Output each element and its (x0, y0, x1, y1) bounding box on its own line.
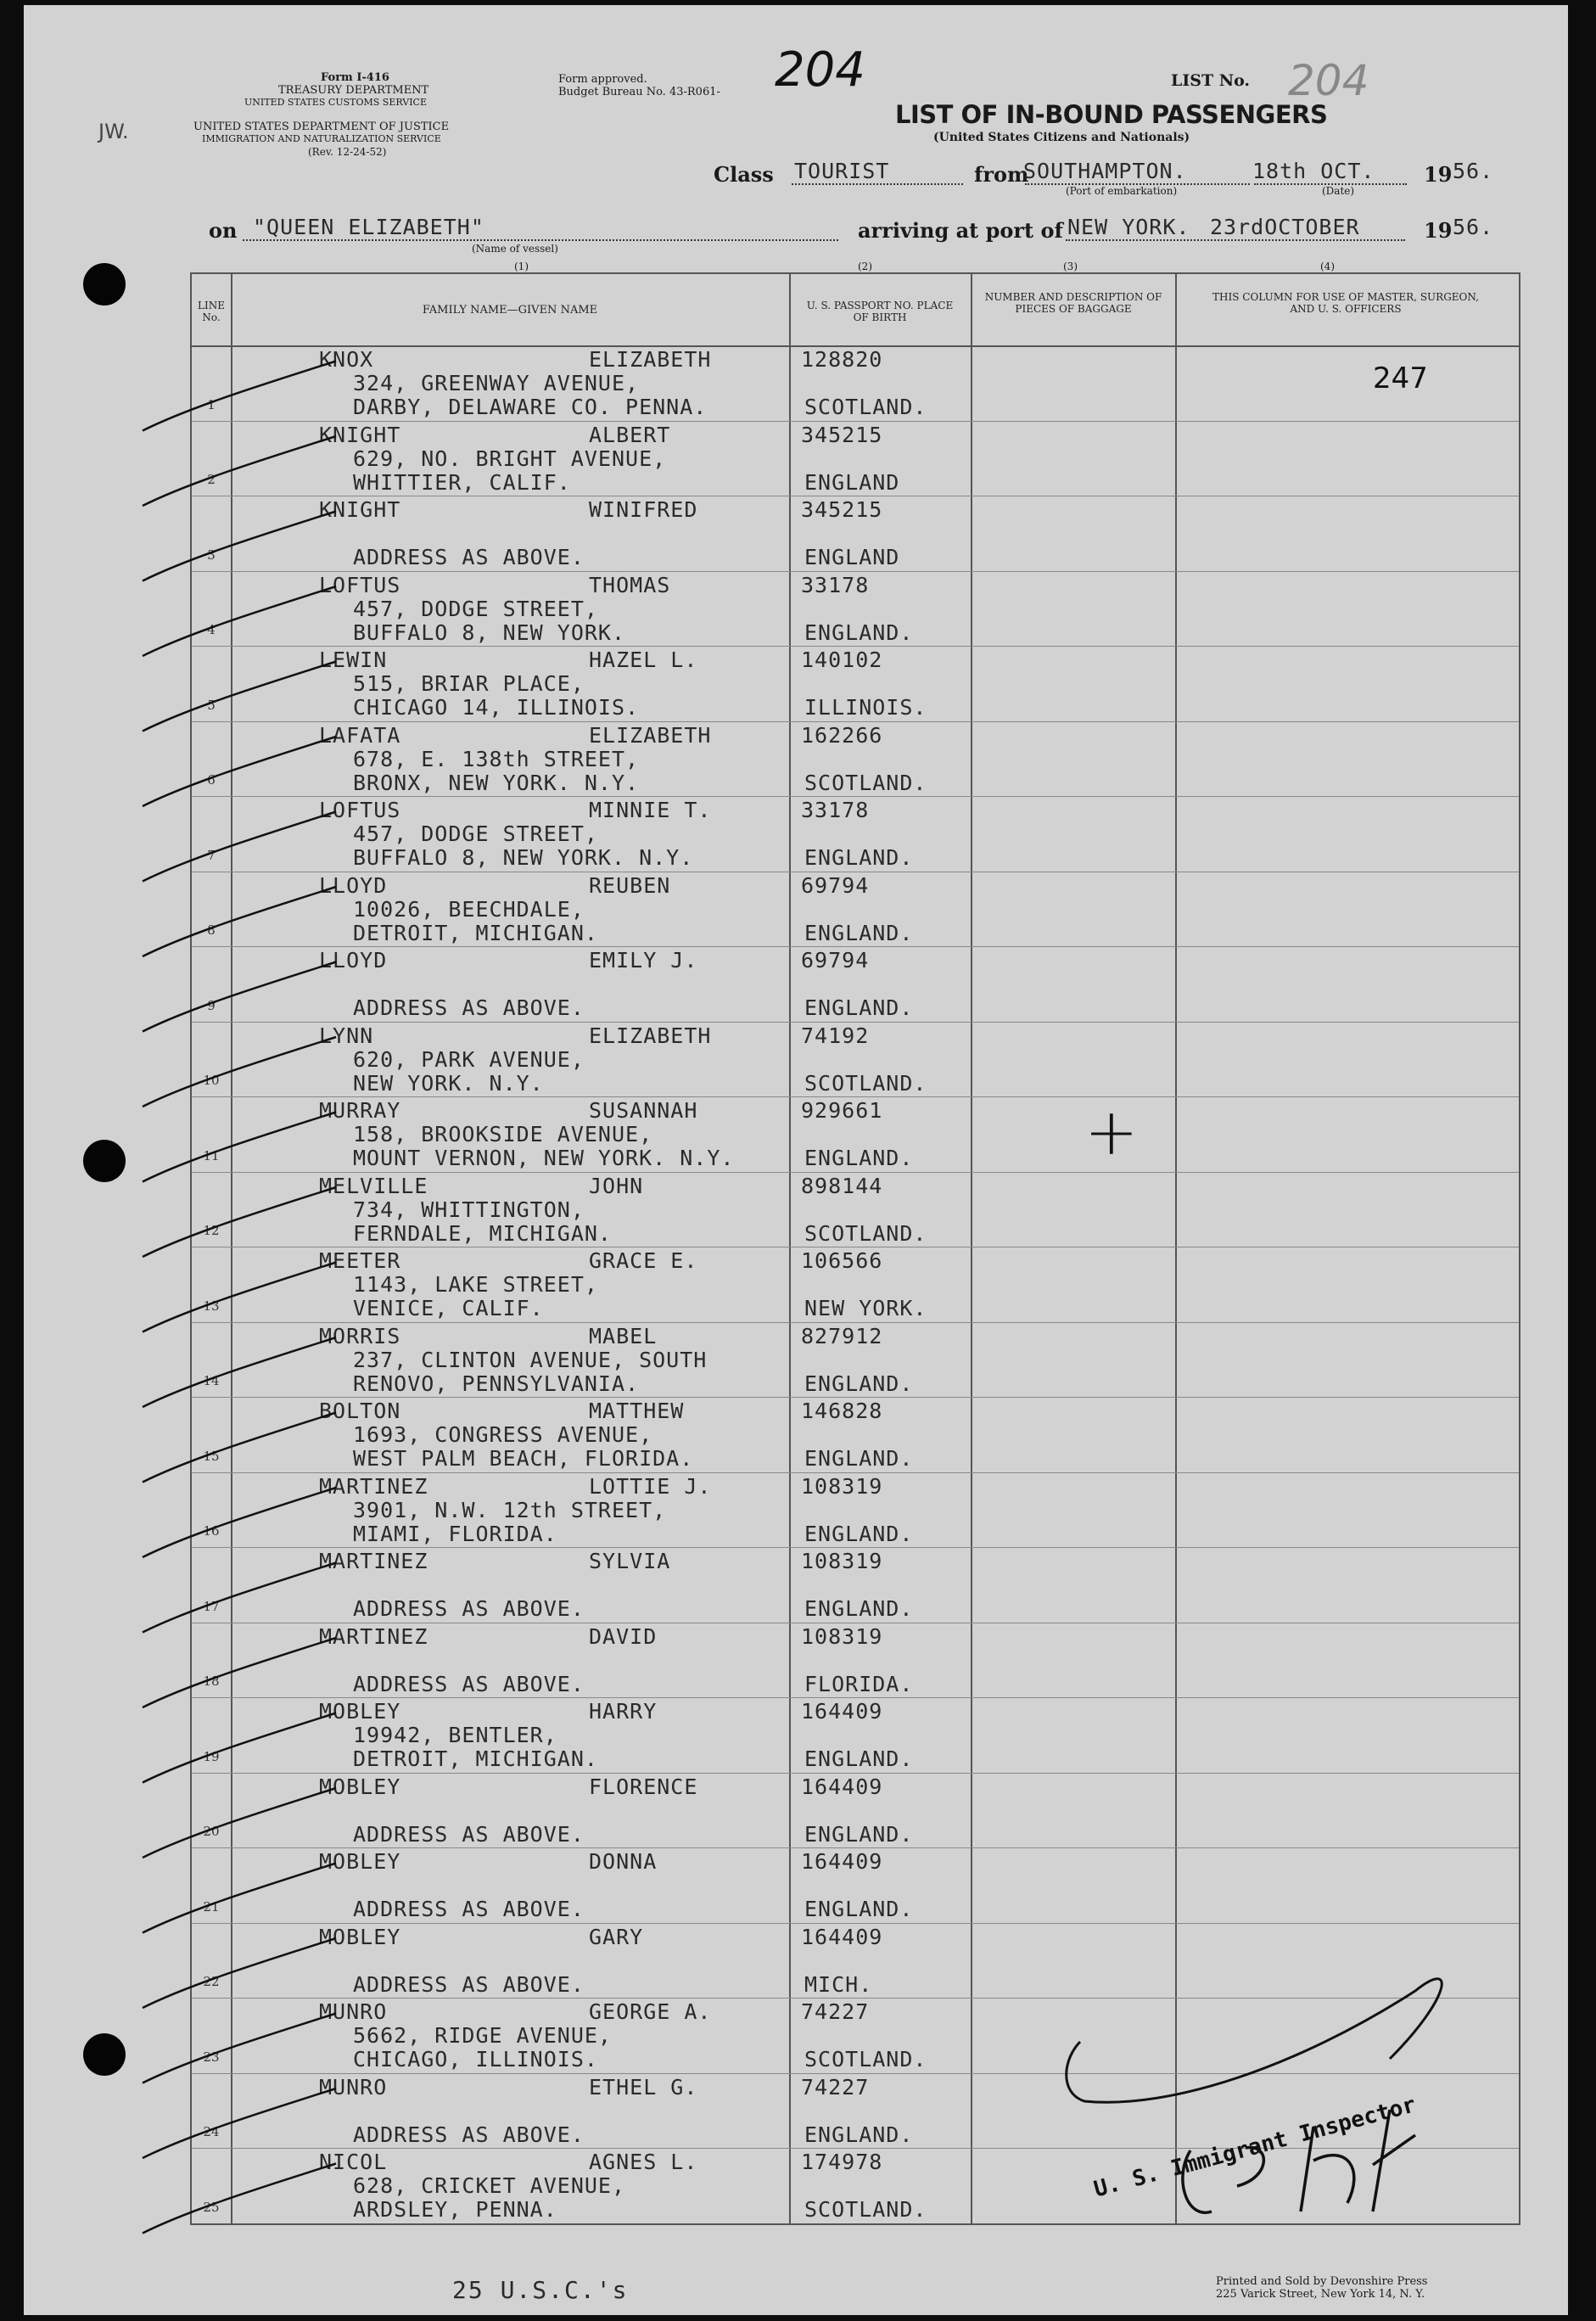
family-name: LAFATA (319, 722, 401, 748)
address-line-1: 734, WHITTINGTON, (353, 1197, 585, 1222)
given-name: LOTTIE J. (589, 1473, 712, 1499)
given-name: ELIZABETH (589, 722, 712, 748)
line-number: 7 (207, 847, 216, 863)
address-line-2: CHICAGO 14, ILLINOIS. (353, 695, 640, 720)
year-prefix-2: 19 (1424, 218, 1453, 243)
line-number: 13 (203, 1298, 220, 1314)
line-number: 20 (203, 1824, 220, 1839)
header-officers: THIS COLUMN FOR USE OF MASTER, SURGEON, AND U. S. OFFICERS (1212, 291, 1479, 315)
ins-service: IMMIGRATION AND NATURALIZATION SERVICE (202, 133, 441, 144)
place-of-birth: ENGLAND. (804, 2122, 914, 2147)
table-row (192, 345, 1519, 422)
address-line-1: 158, BROOKSIDE AVENUE, (353, 1122, 653, 1146)
table-row (192, 571, 1519, 648)
inspector-stamp: U. S. Immigrant Inspector (1091, 2092, 1419, 2203)
place-of-birth: ILLINOIS. (804, 695, 927, 720)
table-row (192, 1322, 1519, 1399)
given-name: MATTHEW (589, 1399, 685, 1423)
table-row (192, 1172, 1519, 1248)
list-no-label: LIST No. (1171, 71, 1251, 90)
address-line-2: WEST PALM BEACH, FLORIDA. (353, 1446, 694, 1471)
table-row (192, 1247, 1519, 1323)
address-line-2: ADDRESS AS ABOVE. (353, 1821, 585, 1847)
place-of-birth: ENGLAND. (804, 1371, 914, 1396)
place-of-birth: SCOTLAND. (804, 1070, 927, 1096)
on-label: on (209, 218, 238, 243)
header-line-no: LINE No. (198, 300, 225, 323)
given-name: SYLVIA (589, 1549, 671, 1573)
form-number: Form I-416 (321, 71, 389, 84)
place-of-birth: SCOTLAND. (804, 770, 927, 795)
line-number: 1 (207, 396, 216, 412)
column-number-1: (1) (514, 261, 529, 272)
class-underline (792, 183, 963, 185)
place-of-birth: MICH. (804, 1971, 873, 1997)
given-name: HARRY (589, 1699, 658, 1724)
address-line-2: BRONX, NEW YORK. N.Y. (353, 770, 640, 795)
header-name: FAMILY NAME—GIVEN NAME (422, 304, 598, 317)
address-line-2: FERNDALE, MICHIGAN. (353, 1220, 612, 1246)
passport-number: 33178 (801, 572, 870, 597)
address-line-1: 620, PARK AVENUE, (353, 1046, 585, 1072)
address-line-1: 628, CRICKET AVENUE, (353, 2173, 626, 2198)
table-row (192, 646, 1519, 722)
table-row (192, 796, 1519, 872)
family-name: LLOYD (319, 948, 388, 973)
address-line-1: 457, DODGE STREET, (353, 596, 598, 621)
address-line-2: DARBY, DELAWARE CO. PENNA. (353, 395, 708, 419)
address-line-2: BUFFALO 8, NEW YORK. (353, 619, 626, 645)
passport-number: 929661 (801, 1098, 883, 1123)
address-line-2: ADDRESS AS ABOVE. (353, 1596, 585, 1621)
line-number: 12 (203, 1223, 220, 1238)
family-name: MOBLEY (319, 1699, 401, 1724)
passport-number: 827912 (801, 1323, 883, 1348)
family-name: MUNRO (319, 2074, 388, 2100)
table-row (192, 872, 1519, 948)
family-name: NICOL (319, 2150, 388, 2174)
passport-number: 345215 (801, 422, 883, 447)
family-name: MOBLEY (319, 1924, 401, 1949)
family-name: LOFTUS (319, 798, 401, 822)
place-of-birth: ENGLAND. (804, 1596, 914, 1621)
address-line-2: ADDRESS AS ABOVE. (353, 1671, 585, 1696)
column-number-3: (3) (1063, 261, 1078, 272)
table-row (192, 1397, 1519, 1473)
date-caption: (Date) (1322, 185, 1355, 197)
line-number: 3 (207, 547, 216, 563)
port-of-embarkation: SOUTHAMPTON. (1023, 159, 1187, 183)
table-row (192, 1923, 1519, 1999)
address-line-2: ADDRESS AS ABOVE. (353, 995, 585, 1020)
arrival-port: NEW YORK. (1067, 215, 1190, 239)
line-number: 17 (203, 1598, 220, 1614)
passport-number: 174978 (801, 2150, 883, 2174)
table-row (192, 2148, 1519, 2223)
passport-number: 74227 (801, 2074, 870, 2100)
address-line-2: MOUNT VERNON, NEW YORK. N.Y. (353, 1146, 735, 1170)
address-line-1: 1143, LAKE STREET, (353, 1272, 598, 1297)
header-passport: U. S. PASSPORT NO. PLACE OF BIRTH (806, 300, 954, 323)
passport-number: 146828 (801, 1399, 883, 1423)
budget-bureau: Budget Bureau No. 43-R061- (558, 86, 720, 98)
address-line-1: 457, DODGE STREET, (353, 821, 598, 846)
embark-year: 56. (1453, 159, 1494, 183)
place-of-birth: ENGLAND. (804, 995, 914, 1020)
given-name: ETHEL G. (589, 2074, 698, 2100)
table-row (192, 1847, 1519, 1924)
given-name: GARY (589, 1924, 644, 1949)
from-label: from (974, 162, 1029, 187)
annotation-247: 247 (1373, 362, 1428, 395)
arrival-year: 56. (1453, 215, 1494, 239)
punch-hole (83, 1140, 126, 1182)
line-number: 2 (207, 472, 216, 487)
address-line-2: BUFFALO 8, NEW YORK. N.Y. (353, 845, 694, 870)
given-name: ELIZABETH (589, 1023, 712, 1048)
given-name: ELIZABETH (589, 347, 712, 372)
table-row (192, 1022, 1519, 1098)
embark-date: 18th OCT. (1252, 159, 1375, 183)
address-line-1: 5662, RIDGE AVENUE, (353, 2023, 612, 2048)
list-subtitle: (United States Citizens and Nationals) (933, 131, 1190, 144)
annotation-cross: + (1084, 1094, 1139, 1169)
punch-hole (83, 263, 126, 306)
family-name: MURRAY (319, 1098, 401, 1123)
address-line-1: 19942, BENTLER, (353, 1723, 557, 1747)
list-title: LIST OF IN-BOUND PASSENGERS (895, 100, 1328, 129)
place-of-birth: ENGLAND (804, 469, 900, 495)
family-name: LEWIN (319, 648, 388, 672)
family-name: KNOX (319, 347, 374, 372)
place-of-birth: NEW YORK. (804, 1296, 927, 1320)
given-name: SUSANNAH (589, 1098, 698, 1123)
passport-number: 108319 (801, 1623, 883, 1649)
place-of-birth: ENGLAND. (804, 920, 914, 945)
line-number: 18 (203, 1673, 220, 1689)
passport-number: 69794 (801, 948, 870, 973)
address-line-1: 10026, BEECHDALE, (353, 896, 585, 922)
table-row (192, 1623, 1519, 1699)
place-of-birth: ENGLAND. (804, 619, 914, 645)
clerk-initials: JW. (98, 120, 129, 143)
place-of-birth: ENGLAND (804, 545, 900, 569)
table-row (192, 1697, 1519, 1774)
given-name: MINNIE T. (589, 798, 712, 822)
passport-number: 74227 (801, 1999, 870, 2024)
table-row (192, 1773, 1519, 1849)
place-of-birth: ENGLAND. (804, 1897, 914, 1921)
manifest-page (24, 5, 1568, 2315)
place-of-birth: ENGLAND. (804, 1521, 914, 1546)
table-row (192, 1998, 1519, 2074)
given-name: DAVID (589, 1623, 658, 1649)
given-name: HAZEL L. (589, 648, 698, 672)
vessel-underline (243, 239, 838, 241)
place-of-birth: ENGLAND. (804, 1746, 914, 1771)
table-row (192, 421, 1519, 497)
place-of-birth: ENGLAND. (804, 1446, 914, 1471)
given-name: FLORENCE (589, 1774, 698, 1799)
passport-number: 74192 (801, 1023, 870, 1048)
passport-number: 108319 (801, 1549, 883, 1573)
line-number: 25 (203, 2199, 220, 2215)
given-name: AGNES L. (589, 2150, 698, 2174)
address-line-2: ADDRESS AS ABOVE. (353, 1971, 585, 1997)
address-line-2: CHICAGO, ILLINOIS. (353, 2047, 598, 2072)
address-line-2: DETROIT, MICHIGAN. (353, 1746, 598, 1771)
address-line-2: WHITTIER, CALIF. (353, 469, 571, 495)
family-name: LYNN (319, 1023, 374, 1048)
place-of-birth: ENGLAND. (804, 1821, 914, 1847)
passport-number: 108319 (801, 1473, 883, 1499)
address-line-1: 3901, N.W. 12th STREET, (353, 1497, 667, 1522)
given-name: REUBEN (589, 872, 671, 898)
address-line-2: ARDSLEY, PENNA. (353, 2197, 557, 2222)
family-name: MOBLEY (319, 1774, 401, 1799)
place-of-birth: SCOTLAND. (804, 2047, 927, 2072)
family-name: MEETER (319, 1248, 401, 1273)
header-baggage: NUMBER AND DESCRIPTION OF PIECES OF BAGGAGE (984, 291, 1162, 315)
class-value: TOURIST (794, 159, 890, 183)
table-row (192, 1547, 1519, 1623)
address-line-1: 629, NO. BRIGHT AVENUE, (353, 446, 667, 471)
family-name: MOBLEY (319, 1849, 401, 1874)
table-row (192, 721, 1519, 798)
family-name: MUNRO (319, 1999, 388, 2024)
given-name: GRACE E. (589, 1248, 698, 1273)
place-of-birth: SCOTLAND. (804, 1220, 927, 1246)
column-number-2: (2) (858, 261, 872, 272)
line-number: 16 (203, 1523, 220, 1539)
address-line-2: ADDRESS AS ABOVE. (353, 2122, 585, 2147)
address-line-2: ADDRESS AS ABOVE. (353, 1897, 585, 1921)
vessel-name: "QUEEN ELIZABETH" (253, 215, 484, 239)
table-row (192, 1096, 1519, 1173)
form-revision: (Rev. 12-24-52) (308, 146, 387, 158)
given-name: THOMAS (589, 572, 671, 597)
customs-service: UNITED STATES CUSTOMS SERVICE (244, 97, 427, 108)
passport-number: 162266 (801, 722, 883, 748)
address-line-1: 324, GREENWAY AVENUE, (353, 371, 640, 395)
place-of-birth: ENGLAND. (804, 845, 914, 870)
line-number: 22 (203, 1974, 220, 1989)
passport-number: 898144 (801, 1173, 883, 1198)
family-name: KNIGHT (319, 422, 401, 447)
given-name: JOHN (589, 1173, 644, 1198)
list-no-value: 204 (1288, 56, 1369, 105)
given-name: MABEL (589, 1323, 658, 1348)
passport-number: 33178 (801, 798, 870, 822)
passport-number: 164409 (801, 1924, 883, 1949)
address-line-1: 515, BRIAR PLACE, (353, 671, 585, 696)
given-name: WINIFRED (589, 497, 698, 522)
form-approved: Form approved. (558, 73, 647, 86)
citizen-total: 25 U.S.C.'s (452, 2276, 629, 2304)
passport-number: 164409 (801, 1699, 883, 1724)
line-number: 11 (203, 1147, 220, 1163)
line-number: 5 (207, 697, 216, 713)
line-number: 8 (207, 922, 216, 938)
family-name: MARTINEZ (319, 1473, 428, 1499)
address-line-2: ADDRESS AS ABOVE. (353, 545, 585, 569)
line-number: 23 (203, 2049, 220, 2065)
arrival-date: 23rdOCTOBER (1210, 215, 1360, 239)
family-name: KNIGHT (319, 497, 401, 522)
address-line-1: 1693, CONGRESS AVENUE, (353, 1422, 653, 1447)
passport-number: 69794 (801, 872, 870, 898)
given-name: DONNA (589, 1849, 658, 1874)
port-caption: (Port of embarkation) (1066, 185, 1178, 197)
address-line-2: RENOVO, PENNSYLVANIA. (353, 1371, 640, 1396)
punch-hole (83, 2033, 126, 2076)
family-name: LLOYD (319, 872, 388, 898)
line-number: 10 (203, 1073, 220, 1088)
address-line-2: DETROIT, MICHIGAN. (353, 920, 598, 945)
address-line-1: 237, CLINTON AVENUE, SOUTH (353, 1347, 708, 1372)
table-row (192, 1472, 1519, 1549)
family-name: MARTINEZ (319, 1623, 428, 1649)
family-name: BOLTON (319, 1399, 401, 1423)
place-of-birth: ENGLAND. (804, 1146, 914, 1170)
address-line-2: VENICE, CALIF. (353, 1296, 544, 1320)
address-line-2: MIAMI, FLORIDA. (353, 1521, 557, 1546)
class-label: Class (714, 162, 774, 187)
given-name: GEORGE A. (589, 1999, 712, 2024)
line-number: 9 (207, 997, 216, 1013)
passport-number: 164409 (801, 1849, 883, 1874)
year-prefix-1: 19 (1424, 162, 1453, 187)
printer-line-2: 225 Varick Street, New York 14, N. Y. (1216, 2288, 1425, 2301)
arriving-label: arriving at port of (858, 218, 1063, 243)
given-name: EMILY J. (589, 948, 698, 973)
passport-number: 345215 (801, 497, 883, 522)
passenger-table (190, 272, 1520, 2225)
justice-dept: UNITED STATES DEPARTMENT OF JUSTICE (193, 121, 450, 133)
printer-line-1: Printed and Sold by Devonshire Press (1216, 2275, 1428, 2288)
passport-number: 128820 (801, 347, 883, 372)
passport-number: 164409 (801, 1774, 883, 1799)
place-of-birth: FLORIDA. (804, 1671, 914, 1696)
treasury-dept: TREASURY DEPARTMENT (278, 84, 429, 97)
vessel-caption: (Name of vessel) (472, 243, 558, 255)
line-number: 14 (203, 1373, 220, 1388)
passport-number: 106566 (801, 1248, 883, 1273)
family-name: MORRIS (319, 1323, 401, 1348)
passenger-rows (192, 345, 1519, 2223)
place-of-birth: SCOTLAND. (804, 2197, 927, 2222)
handwritten-number: 204 (775, 42, 865, 98)
column-number-4: (4) (1320, 261, 1335, 272)
given-name: ALBERT (589, 422, 671, 447)
line-number: 24 (203, 2124, 220, 2139)
address-line-2: NEW YORK. N.Y. (353, 1070, 544, 1096)
line-number: 21 (203, 1898, 220, 1915)
line-number: 19 (203, 1748, 220, 1764)
arrival-underline (1066, 239, 1405, 241)
address-line-1: 678, E. 138th STREET, (353, 746, 640, 771)
family-name: MELVILLE (319, 1173, 428, 1198)
table-row (192, 496, 1519, 572)
place-of-birth: SCOTLAND. (804, 395, 927, 419)
line-number: 4 (207, 622, 216, 637)
line-number: 15 (203, 1448, 220, 1464)
table-row (192, 946, 1519, 1023)
line-number: 6 (207, 772, 216, 788)
family-name: LOFTUS (319, 572, 401, 597)
family-name: MARTINEZ (319, 1549, 428, 1573)
passport-number: 140102 (801, 648, 883, 672)
